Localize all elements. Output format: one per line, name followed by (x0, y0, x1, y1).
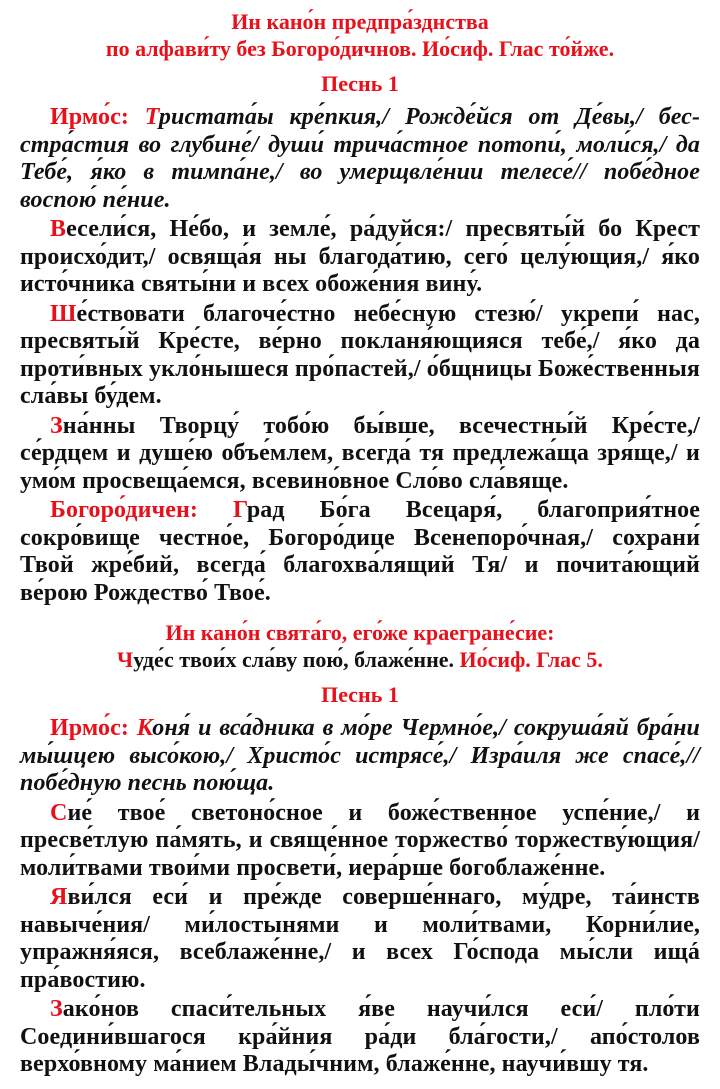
drop-cap: Г (232, 497, 247, 523)
acrostic-text: уде́с твои́х сла́ву пою́, блаже́нне. (133, 647, 460, 672)
drop-cap: В (50, 216, 67, 242)
ode-heading: Песнь 1 (321, 71, 399, 96)
irmos-text: ристата́ы кре́пкия,/ Рожде́йся от Де́вы,/ бесстра́стия во глубине́/ души́ трича́стное потопи́, моли́ся,/ да Тебе́, я́ко в тимпа́не,/ во умерщвле́нии телесе́// побе́дное воспою́ пе́ние. (20, 104, 700, 213)
troparion (20, 996, 700, 1079)
theotokion-paragraph (20, 497, 700, 607)
troparion (20, 413, 700, 496)
troparion (20, 800, 700, 883)
author-tone: Ио́сиф. Глас 5. (459, 647, 603, 672)
canon-title-line-2: по алфави́ту без Богоро́дичнов. Ио́сиф. Глас то́йже. (105, 36, 615, 61)
troparion-text: ие́ твое́ светоно́сное и боже́ственное успе́ние,/ и пресве́тлую па́мять, и свяще́нное торжество́ торжеству́ющия/ моли́твами твои́ми просвети́, иера́рше богоблаже́нне. (20, 799, 700, 881)
canon2-title-line-2 (20, 646, 700, 673)
irmos-text: оня́ и вса́дника в мо́ре Чермно́е,/ сокруша́яй бра́ни мы́шцею высо́кою,/ Христо́с истрясе́,/ Изра́иля же спасе́,// побе́дную песнь пою́ща. (20, 715, 700, 796)
theotokion-label: Богоро́дичен: (50, 497, 233, 523)
irmos-paragraph (20, 715, 700, 798)
canon2-title-line-1: Ин кано́н свята́го, его́же краегране́сие: (165, 620, 555, 645)
canon-title-line-1: Ин кано́н предпра́зднства (231, 9, 489, 34)
drop-cap: Ш (50, 300, 77, 327)
troparion-text: е́ствовати благоче́стно небе́сную стезю́/ укрепи́ нас, пресвяты́й Кре́сте, ве́рно покланя́ющияся тебе́,/ я́ко да проти́вных укло́нышеся про́пастей,/ о́бщницы Боже́ственныя сла́вы бу́дем. (20, 300, 700, 409)
theotokion-text: рад Бо́га Всецаря́, благоприя́тное сокро́вище честно́е, Богоро́дице Всенепоро́чная,/ сохрани́ Твой жре́бий, всегда́ благохва́лящий Тя/ и почита́ющий ве́рою Рождество́ Твое́. (20, 497, 701, 606)
troparion (20, 301, 700, 411)
troparion-text: ви́лся еси́ и пре́жде соверше́ннаго, му́дре, та́инств навыче́ния/ ми́лостынями и моли́твами, Корни́лие, упражня́яся, всеблаже́нне,/ и всех Го́спода мы́сли ищá пра́востию. (20, 884, 700, 993)
irmos-label: Ирмо́с: (50, 715, 137, 741)
drop-cap: Ч (117, 647, 134, 672)
troparion-text: есели́ся, Не́бо, и земле́, ра́дуйся:/ пресвяты́й бо Крест происхо́дит,/ освяща́я ны благода́тию, сего́ целу́ющия,/ я́ко исто́чника святы́ни и всех обоже́ния вину́. (20, 216, 700, 297)
drop-cap: З (50, 412, 63, 439)
troparion-text: на́нны Творцу́ тобо́ю бы́вше, всечестны́й Кре́сте,/ се́рдцем и душе́ю объе́млем, всегда́ тя предлежа́ща зря́ще,/ и умо́м просвеща́емся, всевино́вное Сло́во сла́вяще. (20, 412, 700, 494)
drop-cap: Я (50, 884, 68, 910)
irmos-label: Ирмо́с: (50, 104, 145, 130)
troparion (20, 216, 700, 299)
drop-cap: К (136, 715, 153, 741)
ode-heading: Песнь 1 (321, 682, 399, 707)
drop-cap: Т (144, 104, 159, 130)
troparion-text: ако́нов спаси́тельных я́ве научи́лся еси́/ пло́ти Соедини́вшагося кра́йния ра́ди бла́гости,/ апо́столов верхо́вному ма́нием Влады́чним, блаже́нне, научи́вшу тя. (20, 996, 700, 1077)
irmos-paragraph (20, 104, 700, 214)
drop-cap: С (50, 799, 68, 826)
drop-cap: З (50, 996, 63, 1022)
troparion (20, 884, 700, 994)
